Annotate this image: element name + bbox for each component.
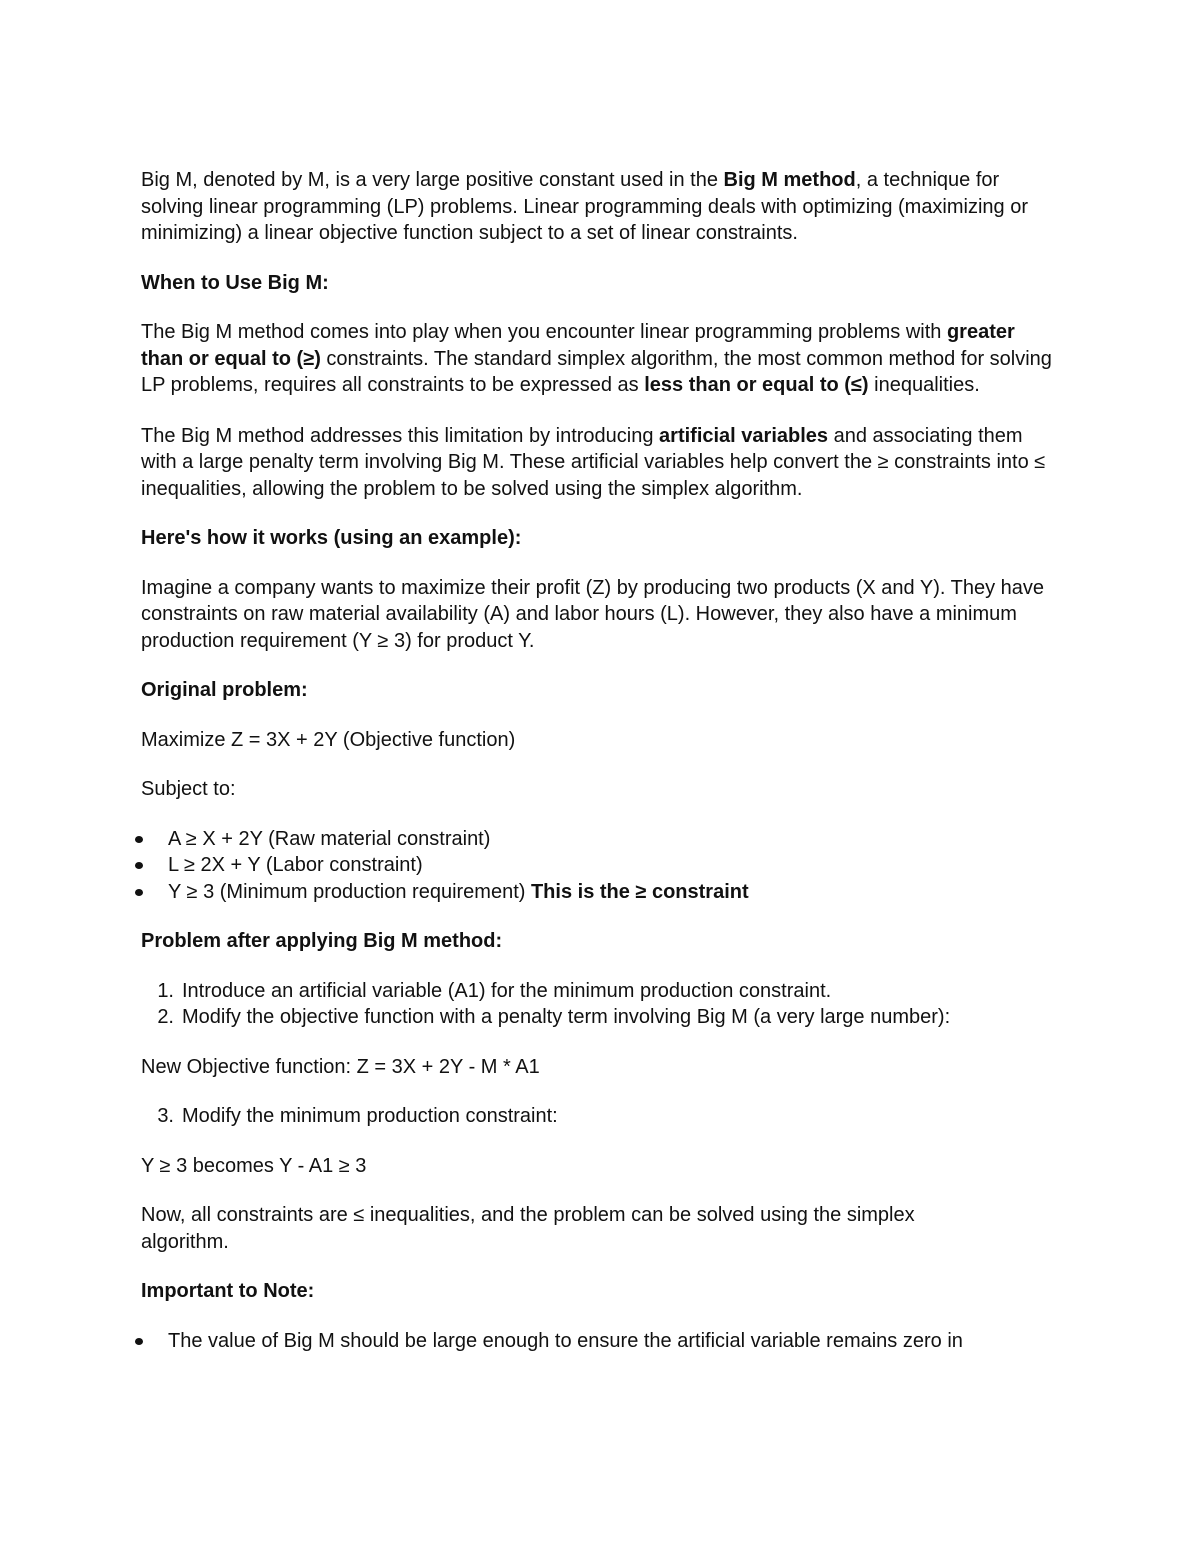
when-to-use-heading: When to Use Big M: <box>141 271 329 294</box>
intro-text-2: , a technique for solving linear programming (LP) problems. Linear programming deals with optimizing (maximizing or minimizing) a linear objective function subject to a set of linear constraints. <box>141 169 1029 244</box>
constraint-text: A ≥ X + 2Y (Raw material constraint) <box>168 827 491 850</box>
step-number-text: 2. <box>157 1006 174 1028</box>
list-item <box>141 852 1061 879</box>
list-item <box>141 879 1061 906</box>
list-item <box>141 826 1061 853</box>
list-item <box>141 978 1061 1005</box>
step-text: Modify the minimum production constraint: <box>182 1105 558 1127</box>
after-big-m-heading: Problem after applying Big M method: <box>141 930 503 952</box>
subject-to-label: Subject to: <box>141 778 236 800</box>
constraint-text: L ≥ 2X + Y (Labor constraint) <box>168 854 423 876</box>
list-item <box>141 1328 1061 1355</box>
intro-text-1: Big M, denoted by M, is a very large positive constant used in the <box>141 169 724 191</box>
objective-function-line: Maximize Z = 3X + 2Y (Objective function) <box>141 728 516 751</box>
step-number <box>141 1004 182 1031</box>
note-text: The value of Big M should be large enough to ensure the artificial variable remains zero in <box>168 1329 963 1352</box>
when-text-2: constraints. The standard simplex algorithm, the most common method for solving LP problems, requires all constraints to be expressed as <box>141 347 1052 396</box>
bullet-icon <box>135 862 143 869</box>
when-text-1: The Big M method comes into play when you encounter linear programming problems with <box>141 321 947 343</box>
when-bold-lte: less than or equal to (≤) <box>644 374 869 396</box>
intro-bold-big-m-method: Big M method <box>723 169 856 191</box>
addresses-paragraph <box>141 423 1061 503</box>
addresses-bold-artificial-variables: artificial variables <box>659 424 829 447</box>
document-page <box>141 167 1061 1377</box>
step-number <box>141 978 182 1005</box>
list-item <box>141 1004 1061 1031</box>
when-to-use-paragraph <box>141 319 1061 399</box>
when-text-3: inequalities. <box>868 374 980 396</box>
addresses-text-2: and associating them with a large penalty term involving Big M. These artificial variables help convert the ≥ constraints into ≤ inequalities, allowing the problem to be solved using the simplex algorithm. <box>141 424 1046 500</box>
becomes-line: Y ≥ 3 becomes Y - A1 ≥ 3 <box>141 1154 367 1177</box>
constraint-text: Y ≥ 3 (Minimum production requirement) <box>168 880 531 903</box>
bullet-icon <box>135 889 143 896</box>
list-item <box>141 1103 1061 1130</box>
bullet-icon <box>135 836 143 843</box>
intro-paragraph <box>141 167 1061 247</box>
new-objective-line: New Objective function: Z = 3X + 2Y - M * A1 <box>141 1055 540 1078</box>
notes-list <box>141 1328 1061 1355</box>
step-text: Modify the objective function with a penalty term involving Big M (a very large number): <box>182 1006 951 1028</box>
steps-list-a <box>141 978 1061 1031</box>
important-note-heading: Important to Note: <box>141 1280 315 1302</box>
example-paragraph: Imagine a company wants to maximize their profit (Z) by producing two products (X and Y). They have constraints on raw material availability (A) and labor hours (L). However, they also have a minimum production requirement (Y ≥ 3) for product Y. <box>141 576 1045 652</box>
step-text: Introduce an artificial variable (A1) for the minimum production constraint. <box>182 979 832 1002</box>
when-bold-gte: greater than or equal to (≥) <box>141 321 1015 370</box>
steps-list-b <box>141 1103 1061 1130</box>
constraint-bold: This is the ≥ constraint <box>530 880 749 903</box>
addresses-text-1: The Big M method addresses this limitation by introducing <box>141 424 660 447</box>
now-paragraph: Now, all constraints are ≤ inequalities, and the problem can be solved using the simplex algorithm. <box>141 1204 915 1253</box>
original-problem-heading: Original problem: <box>141 679 308 701</box>
constraints-list <box>141 826 1061 906</box>
step-number-text: 1. <box>157 979 174 1002</box>
bullet-icon <box>135 1338 143 1345</box>
step-number <box>141 1103 182 1130</box>
how-it-works-heading: Here's how it works (using an example): <box>141 527 522 549</box>
step-number-text: 3. <box>157 1105 174 1127</box>
